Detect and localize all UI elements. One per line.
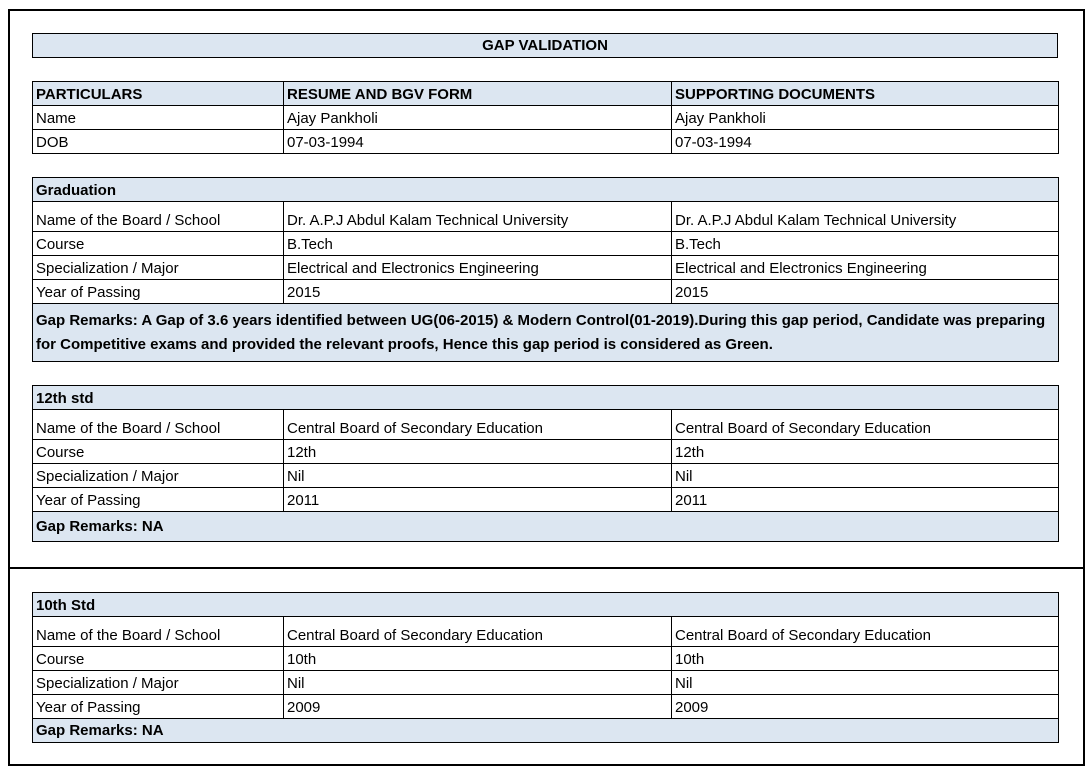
resume-value: Dr. A.P.J Abdul Kalam Technical University (284, 202, 672, 232)
supporting-value: 2015 (672, 280, 1059, 304)
table-row (33, 464, 1059, 488)
supporting-value: Central Board of Secondary Education (672, 410, 1059, 440)
table-row (33, 106, 1059, 130)
row-label: Name of the Board / School (33, 410, 284, 440)
supporting-value: Electrical and Electronics Engineering (672, 256, 1059, 280)
resume-value: Nil (284, 464, 672, 488)
table-row (33, 410, 1059, 440)
row-label: Course (33, 647, 284, 671)
supporting-value: 2009 (672, 695, 1059, 719)
row-label: DOB (33, 130, 284, 154)
row-label: Specialization / Major (33, 671, 284, 695)
header-row (33, 82, 1059, 106)
resume-value: Electrical and Electronics Engineering (284, 256, 672, 280)
table-row (33, 695, 1059, 719)
table-row (33, 647, 1059, 671)
row-label: Specialization / Major (33, 256, 284, 280)
table-row (33, 232, 1059, 256)
row-label: Year of Passing (33, 695, 284, 719)
tenth-heading: 10th Std (33, 593, 1059, 617)
table-row (33, 130, 1059, 154)
supporting-value: 07-03-1994 (672, 130, 1059, 154)
supporting-value: B.Tech (672, 232, 1059, 256)
resume-value: Ajay Pankholi (284, 106, 672, 130)
row-label: Year of Passing (33, 488, 284, 512)
tenth-gap-remarks: Gap Remarks: NA (33, 719, 1059, 743)
row-label: Name of the Board / School (33, 617, 284, 647)
particulars-header: PARTICULARS (33, 82, 284, 106)
table-row (33, 256, 1059, 280)
resume-value: 2015 (284, 280, 672, 304)
supporting-value: Nil (672, 464, 1059, 488)
twelfth-gap-remarks: Gap Remarks: NA (33, 512, 1059, 542)
title-table (32, 33, 1058, 58)
twelfth-table (32, 385, 1059, 542)
table-row (33, 671, 1059, 695)
table-row (33, 440, 1059, 464)
supporting-value: 12th (672, 440, 1059, 464)
resume-value: 10th (284, 647, 672, 671)
table-row (33, 202, 1059, 232)
tenth-table (32, 592, 1059, 743)
graduation-heading: Graduation (33, 178, 1059, 202)
resume-header: RESUME AND BGV FORM (284, 82, 672, 106)
row-label: Name (33, 106, 284, 130)
resume-value: Nil (284, 671, 672, 695)
page-title: GAP VALIDATION (33, 34, 1058, 58)
resume-value: 12th (284, 440, 672, 464)
row-label: Course (33, 440, 284, 464)
resume-value: Central Board of Secondary Education (284, 617, 672, 647)
row-label: Course (33, 232, 284, 256)
row-label: Name of the Board / School (33, 202, 284, 232)
supporting-value: Nil (672, 671, 1059, 695)
row-label: Specialization / Major (33, 464, 284, 488)
table-row (33, 280, 1059, 304)
table-row (33, 488, 1059, 512)
table-row (33, 617, 1059, 647)
twelfth-heading: 12th std (33, 386, 1059, 410)
supporting-value: 10th (672, 647, 1059, 671)
supporting-value: Dr. A.P.J Abdul Kalam Technical University (672, 202, 1059, 232)
personal-table (32, 81, 1059, 154)
supporting-value: Ajay Pankholi (672, 106, 1059, 130)
resume-value: 2011 (284, 488, 672, 512)
resume-value: B.Tech (284, 232, 672, 256)
supporting-value: 2011 (672, 488, 1059, 512)
graduation-gap-remarks: Gap Remarks: A Gap of 3.6 years identified between UG(06-2015) & Modern Control(01-2019).During this gap period, Candidate was preparing for Competitive exams and provided the relevant proofs, Hence this gap period is considered as Green. (33, 304, 1059, 362)
supporting-header: SUPPORTING DOCUMENTS (672, 82, 1059, 106)
row-label: Year of Passing (33, 280, 284, 304)
graduation-table (32, 177, 1059, 362)
resume-value: 07-03-1994 (284, 130, 672, 154)
supporting-value: Central Board of Secondary Education (672, 617, 1059, 647)
resume-value: 2009 (284, 695, 672, 719)
resume-value: Central Board of Secondary Education (284, 410, 672, 440)
